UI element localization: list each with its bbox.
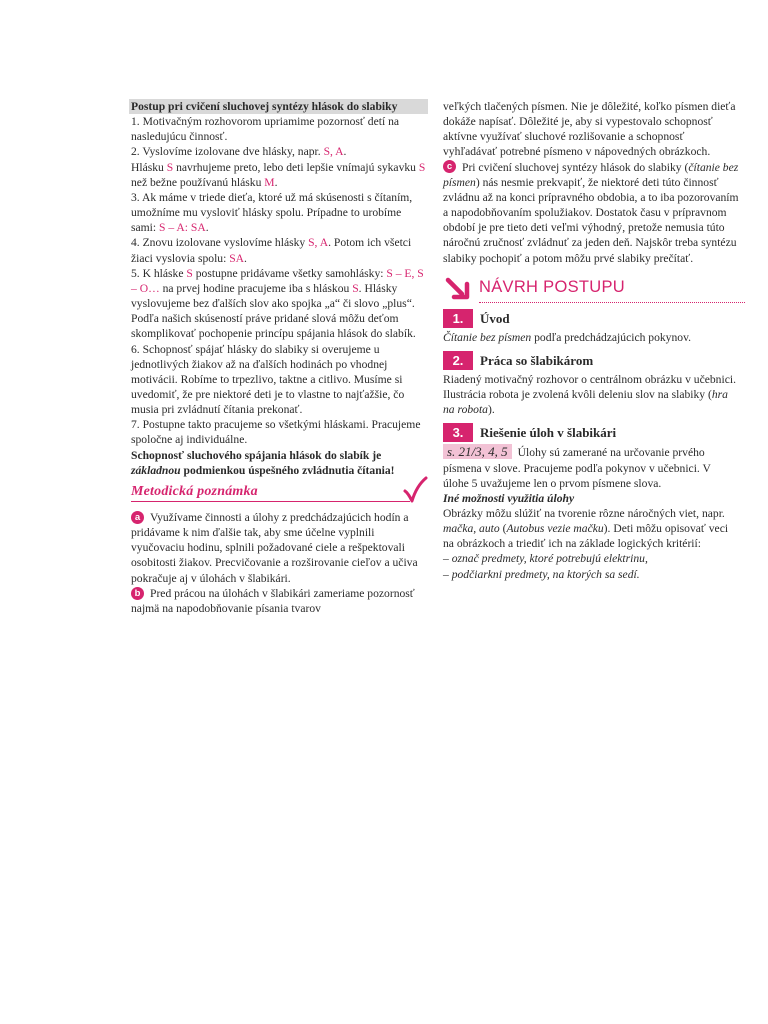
step-5: 5. K hláske S postupne pridávame všetky samohlásky: S – E, S – O… na prvej hodine pracujeme iba s hláskou S. Hlásky vyslovujeme bez ďalších slov ako spojka „a“ či slovo „plus“. Podľa našich skúseností práve pridané slová môžu deťom skomplikovať pochopenie princípu spájania hlások do slabík. bbox=[131, 266, 424, 341]
step-6: 6. Schopnosť spájať hlásky do slabiky si overujeme u jednotlivých žiakov až na ďalších hodinách po vhodnej motivácii. Robíme to trpezlivo, taktne a citlivo. Musíme si uvedomiť, že pre niektoré deti je to vlastne to najťažšie, čo musia pri zvládnutí čítania prekonať. bbox=[131, 342, 405, 417]
step-3-subheading: Iné možnosti využitia úlohy bbox=[443, 491, 575, 505]
badge-a-icon: a bbox=[131, 511, 144, 524]
list-item: – označ predmety, ktoré potrebujú elektrinu, bbox=[443, 552, 648, 566]
badge-c-icon: c bbox=[443, 160, 456, 173]
step-heading-2: 2. Práca so šlabikárom bbox=[443, 351, 739, 370]
key-statement: Schopnosť sluchového spájania hlások do slabík je základnou podmienkou úspešného zvládnutia čítania! bbox=[131, 448, 395, 477]
step-1-text: Čítanie bez písmen podľa predchádzajúcich pokynov. bbox=[443, 330, 692, 344]
left-column bbox=[131, 99, 428, 616]
step-2: 2. Vyslovíme izolovane dve hlásky, napr. S, A. Hlásku S navrhujeme preto, lebo deti lepšie vnímajú sykavku S než bežne používanú hlásku M. bbox=[131, 145, 426, 189]
page-reference: s. 21/3, 4, 5 bbox=[443, 444, 512, 459]
continued-text: veľkých tlačených písmen. Nie je dôležité, koľko písmen dieťa dokáže napísať. Dôležité je, aby si vypestovalo schopnosť aktívne využívať sluchové rozlišovanie a schopnosť vyhľadávať potrebné písmeno v nápovedných obrázkoch. bbox=[443, 100, 736, 159]
note-title: Metodická poznámka bbox=[131, 484, 428, 502]
step-7: 7. Postupne takto pracujeme so všetkými hláskami. Pracujeme spoločne aj individuálne. bbox=[131, 418, 421, 447]
note-a: a Využívame činnosti a úlohy z predchádzajúcich hodín a pridávame k nim ďalšie tak, aby sme účelne vyplnili vyučovaciu hodinu, splnili požadované ciele a rešpektovali osobitosti žiakov. Precvičovanie a rozširovanie cieľov a učiva pokračuje aj v úlohách v šlabikári. bbox=[131, 510, 418, 585]
right-column bbox=[443, 99, 739, 582]
list-item: – podčiarkni predmety, na ktorých sa sedí. bbox=[443, 567, 640, 581]
arrow-down-right-icon bbox=[445, 276, 471, 302]
badge-b-icon: b bbox=[131, 587, 144, 600]
step-2-text: Riadený motivačný rozhovor o centrálnom obrázku v učebnici. Ilustrácia robota je zvolená kvôli deleniu slov na slabiky (hra na robota). bbox=[443, 372, 736, 417]
note-c: c Pri cvičení sluchovej syntézy hlások do slabiky (čítanie bez písmen) nás nesmie prekvapiť, že niektoré deti túto činnosť zvládnu až na konci prípravného obdobia, a to iba pozorovaním a napodobňovaním spolužiakov. Dostatok času v prípravnom období je pre tieto deti veľmi výhodný, pretože nemusia túto náročnú zručnosť zvládnuť za jeden deň. Najskôr treba syntézu slabiky pochopiť a potom môžu prvé slabiky prečítať. bbox=[443, 160, 739, 265]
step-4: 4. Znovu izolovane vyslovíme hlásky S, A. Potom ich všetci žiaci vyslovia spolu: SA. bbox=[131, 236, 412, 265]
step-heading-3: 3. Riešenie úloh v šlabikári bbox=[443, 423, 739, 442]
procedure-title: NÁVRH POSTUPU bbox=[479, 277, 626, 296]
step-3: 3. Ak máme v triede dieťa, ktoré už má skúsenosti s čítaním, umožníme mu vysloviť hlásky spolu. Prípadne to urobíme sami: S – A: SA. bbox=[131, 190, 413, 235]
section-heading: Postup pri cvičení sluchovej syntézy hlások do slabiky bbox=[129, 99, 428, 114]
step-heading-1: 1. Úvod bbox=[443, 309, 739, 328]
step-3-text: s. 21/3, 4, 5 Úlohy sú zamerané na určovanie prvého písmena v slove. Pracujeme podľa pokynov v učebnici. V úlohe 5 uvažujeme len o prvom písmene slova. bbox=[443, 444, 711, 490]
checkmark-icon bbox=[402, 476, 428, 504]
note-b: b Pred prácou na úlohách v šlabikári zameriame pozornosť najmä na napodobňovanie písania tvarov bbox=[131, 586, 415, 615]
procedure-header bbox=[443, 274, 739, 304]
step-1: 1. Motivačným rozhovorom upriamime pozornosť detí na nasledujúcu činnosť. bbox=[131, 115, 400, 144]
step-3-more: Obrázky môžu slúžiť na tvorenie rôzne náročných viet, napr. mačka, auto (Autobus vezie mačku). Deti môžu opisovať veci na obrázkoch a triediť ich na základe logických kritérií: bbox=[443, 506, 729, 551]
